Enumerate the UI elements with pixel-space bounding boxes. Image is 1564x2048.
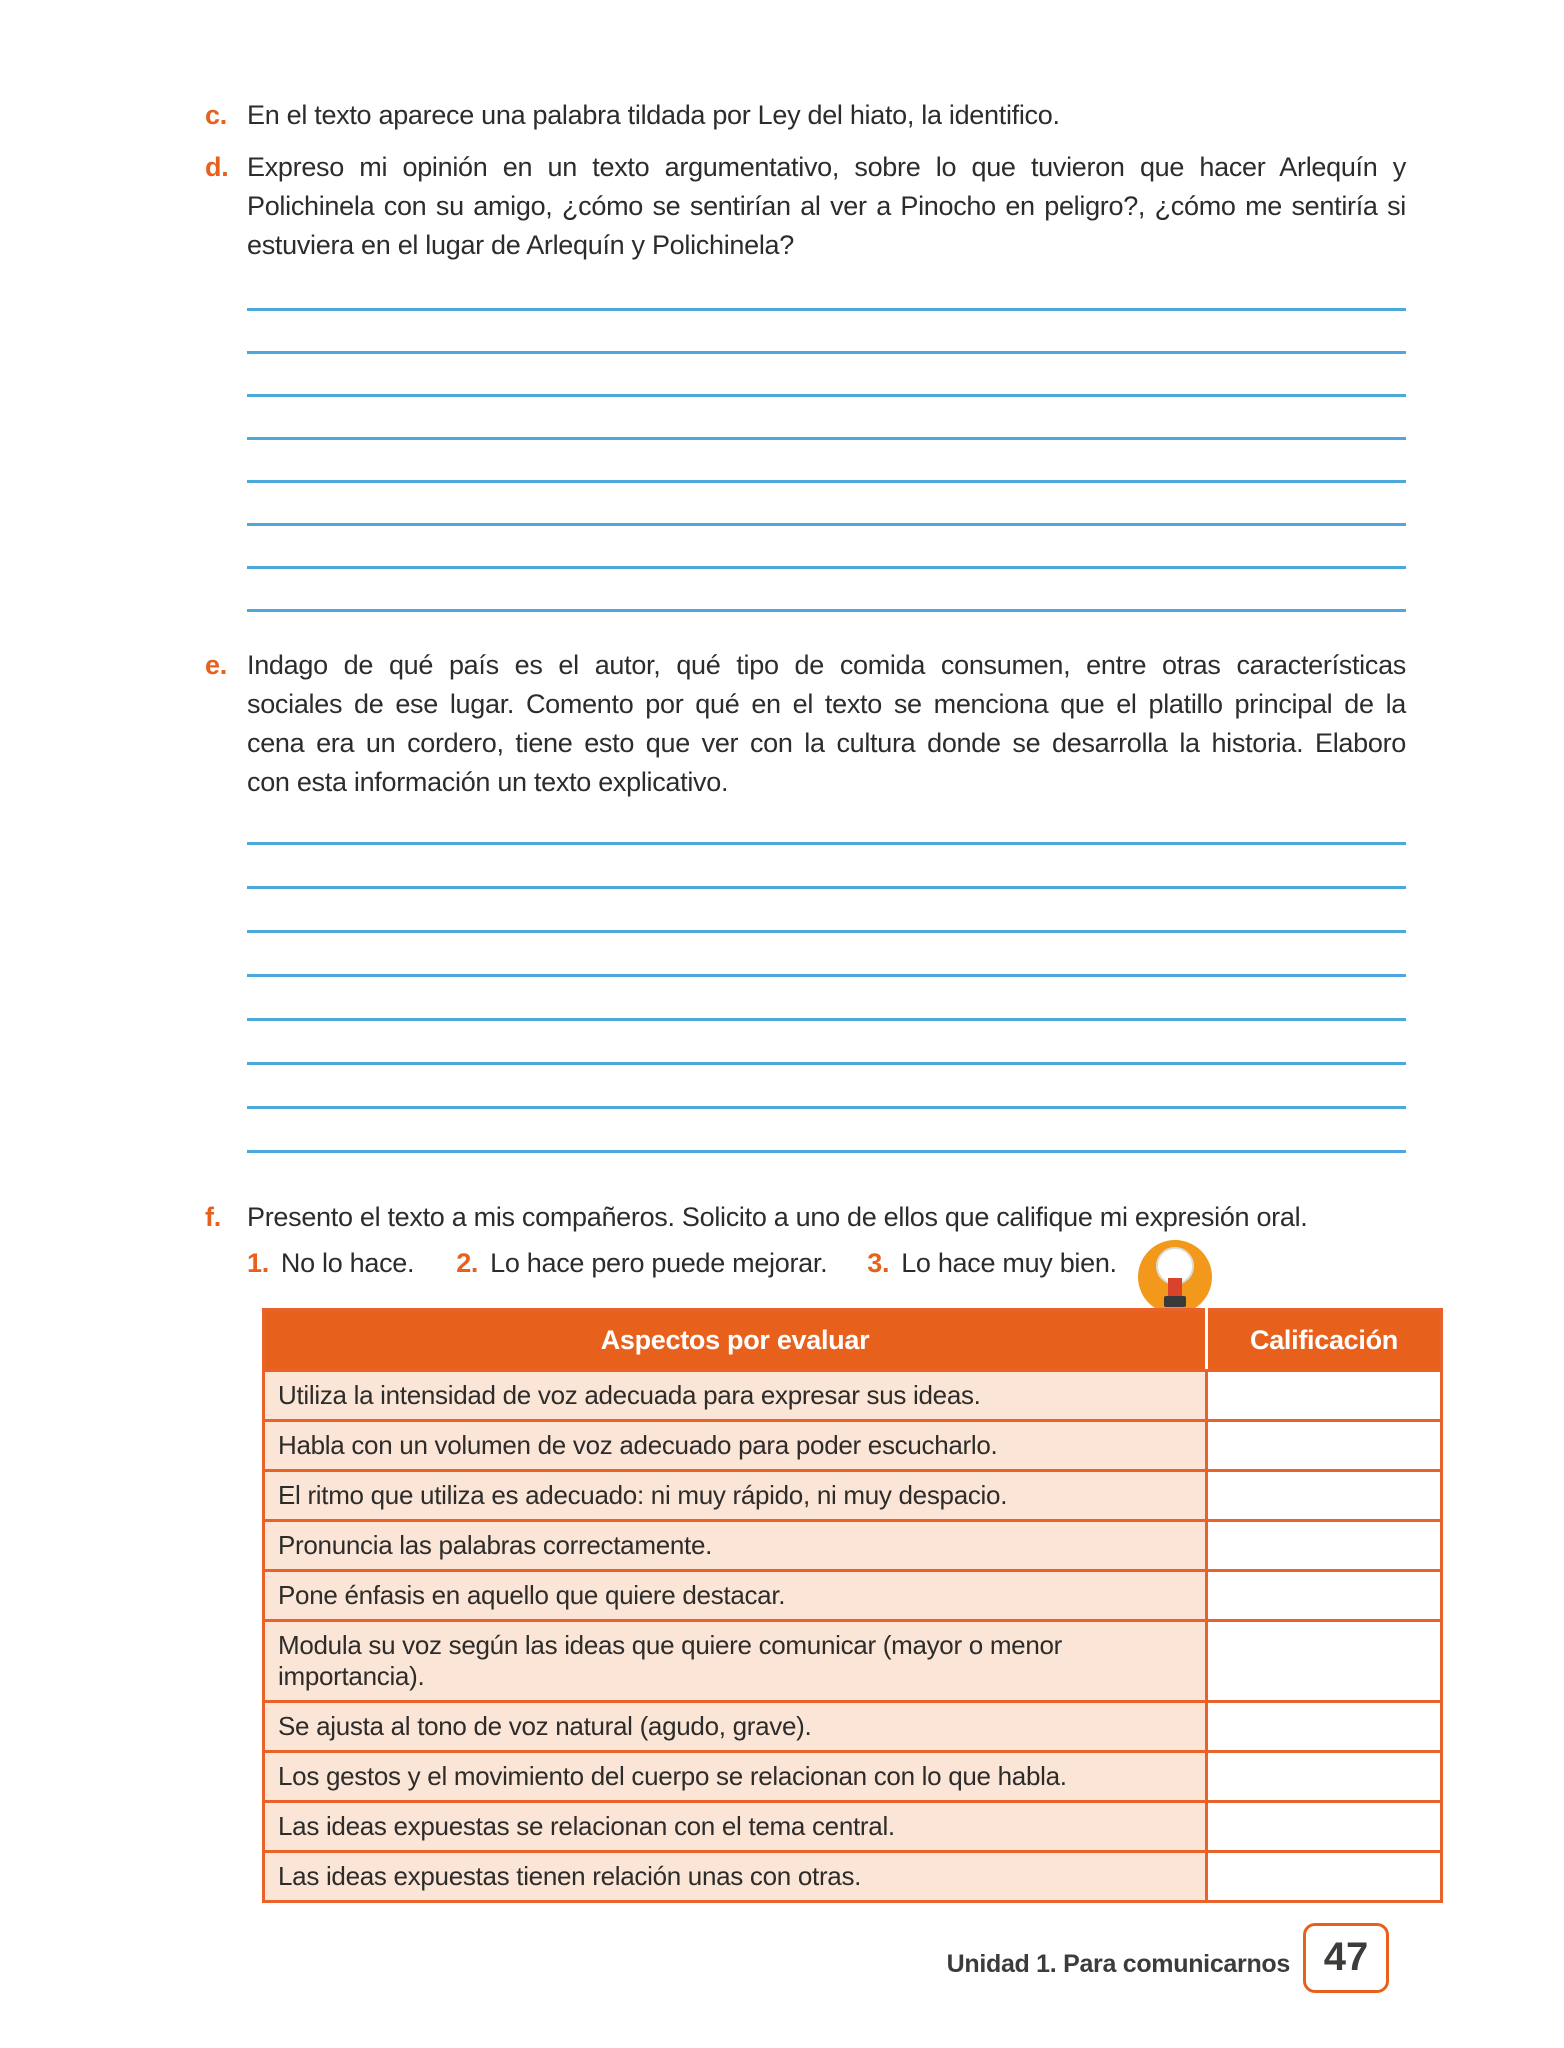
paragraph-line: con esta información un texto explicativo.	[247, 767, 729, 797]
exercise-item-d	[205, 148, 1406, 265]
table-row	[264, 1752, 1442, 1802]
score-cell[interactable]	[1207, 1852, 1442, 1902]
table-row	[264, 1702, 1442, 1752]
rating-label: No lo hace.	[280, 1248, 415, 1278]
writing-line[interactable]	[247, 1065, 1406, 1109]
aspect-cell: Los gestos y el movimiento del cuerpo se relacionan con lo que habla.	[264, 1752, 1207, 1802]
writing-line[interactable]	[247, 268, 1406, 311]
score-cell[interactable]	[1207, 1802, 1442, 1852]
paragraph-line: cena era un cordero, tiene esto que ver con la cultura donde se desarrolla la historia. Elaboro	[247, 728, 1406, 758]
table-header-row	[264, 1310, 1442, 1371]
column-header-aspects: Aspectos por evaluar	[264, 1310, 1207, 1371]
rating-option	[456, 1248, 827, 1279]
writing-line[interactable]	[247, 933, 1406, 977]
score-cell[interactable]	[1207, 1571, 1442, 1621]
writing-line[interactable]	[247, 1109, 1406, 1153]
item-marker: c.	[205, 100, 227, 130]
paragraph-line: Indago de qué país es el autor, qué tipo de comida consumen, entre otras características	[247, 650, 1406, 680]
aspect-cell: Las ideas expuestas se relacionan con el tema central.	[264, 1802, 1207, 1852]
aspect-cell: Modula su voz según las ideas que quiere comunicar (mayor o menor importancia).	[264, 1621, 1207, 1702]
score-cell[interactable]	[1207, 1752, 1442, 1802]
rating-marker: 2.	[456, 1248, 479, 1278]
writing-line[interactable]	[247, 526, 1406, 569]
rating-option	[867, 1248, 1116, 1279]
exercise-item-f	[205, 1198, 1406, 1237]
table-row	[264, 1852, 1442, 1902]
table-row	[264, 1571, 1442, 1621]
writing-line[interactable]	[247, 977, 1406, 1021]
aspect-cell: Pone énfasis en aquello que quiere destacar.	[264, 1571, 1207, 1621]
table-row	[264, 1471, 1442, 1521]
paragraph-line: Expreso mi opinión en un texto argumentativo, sobre lo que tuvieron que hacer Arlequín y	[247, 152, 1406, 182]
writing-line[interactable]	[247, 845, 1406, 889]
paragraph-line: En el texto aparece una palabra tildada por Ley del hiato, la identifico.	[247, 100, 1060, 130]
paragraph-line: estuviera en el lugar de Arlequín y Polichinela?	[247, 230, 794, 260]
paragraph-line: Presento el texto a mis compañeros. Solicito a uno de ellos que califique mi expresión oral.	[247, 1202, 1308, 1232]
item-marker: e.	[205, 650, 227, 680]
aspect-cell: Las ideas expuestas tienen relación unas con otras.	[264, 1852, 1207, 1902]
rating-label: Lo hace pero puede mejorar.	[490, 1248, 828, 1278]
score-cell[interactable]	[1207, 1371, 1442, 1421]
writing-line[interactable]	[247, 311, 1406, 354]
column-header-score: Calificación	[1207, 1310, 1442, 1371]
table-row	[264, 1802, 1442, 1852]
answer-lines-e	[247, 801, 1406, 1153]
rating-scale	[247, 1248, 1117, 1279]
score-cell[interactable]	[1207, 1521, 1442, 1571]
table-row	[264, 1621, 1442, 1702]
paragraph-line: Polichinela con su amigo, ¿cómo se sentirían al ver a Pinocho en peligro?, ¿cómo me sentiría si	[247, 191, 1406, 221]
writing-line[interactable]	[247, 569, 1406, 612]
writing-line[interactable]	[247, 354, 1406, 397]
score-cell[interactable]	[1207, 1471, 1442, 1521]
item-marker: f.	[205, 1202, 221, 1232]
paragraph-line: sociales de ese lugar. Comento por qué en el texto se menciona que el platillo principal de la	[247, 689, 1406, 719]
page-number-tab	[1303, 1923, 1389, 1993]
aspect-cell: Se ajusta al tono de voz natural (agudo, grave).	[264, 1702, 1207, 1752]
page-number: 47	[1323, 1935, 1369, 1979]
writing-line[interactable]	[247, 397, 1406, 440]
exercise-item-e	[205, 646, 1406, 802]
writing-line[interactable]	[247, 440, 1406, 483]
aspect-cell: Utiliza la intensidad de voz adecuada para expresar sus ideas.	[264, 1371, 1207, 1421]
rating-marker: 3.	[867, 1248, 890, 1278]
lightbulb-base	[1164, 1296, 1186, 1307]
writing-line[interactable]	[247, 889, 1406, 933]
rating-label: Lo hace muy bien.	[901, 1248, 1117, 1278]
aspect-cell: Habla con un volumen de voz adecuado para poder escucharlo.	[264, 1421, 1207, 1471]
answer-lines-d	[247, 268, 1406, 612]
footer-unit-label: Unidad 1. Para comunicarnos	[946, 1950, 1290, 1978]
aspect-cell: El ritmo que utiliza es adecuado: ni muy rápido, ni muy despacio.	[264, 1471, 1207, 1521]
writing-line[interactable]	[247, 1021, 1406, 1065]
lightbulb-icon	[1138, 1240, 1212, 1314]
score-cell[interactable]	[1207, 1421, 1442, 1471]
writing-line[interactable]	[247, 483, 1406, 526]
lightbulb-neck	[1168, 1278, 1182, 1298]
score-cell[interactable]	[1207, 1621, 1442, 1702]
evaluation-table	[262, 1308, 1443, 1903]
exercise-item-c	[205, 96, 1406, 135]
item-marker: d.	[205, 152, 229, 182]
rating-option	[247, 1248, 414, 1279]
score-cell[interactable]	[1207, 1702, 1442, 1752]
table-row	[264, 1371, 1442, 1421]
table-row	[264, 1521, 1442, 1571]
table-row	[264, 1421, 1442, 1471]
writing-line[interactable]	[247, 801, 1406, 845]
aspect-cell: Pronuncia las palabras correctamente.	[264, 1521, 1207, 1571]
rating-marker: 1.	[247, 1248, 269, 1278]
